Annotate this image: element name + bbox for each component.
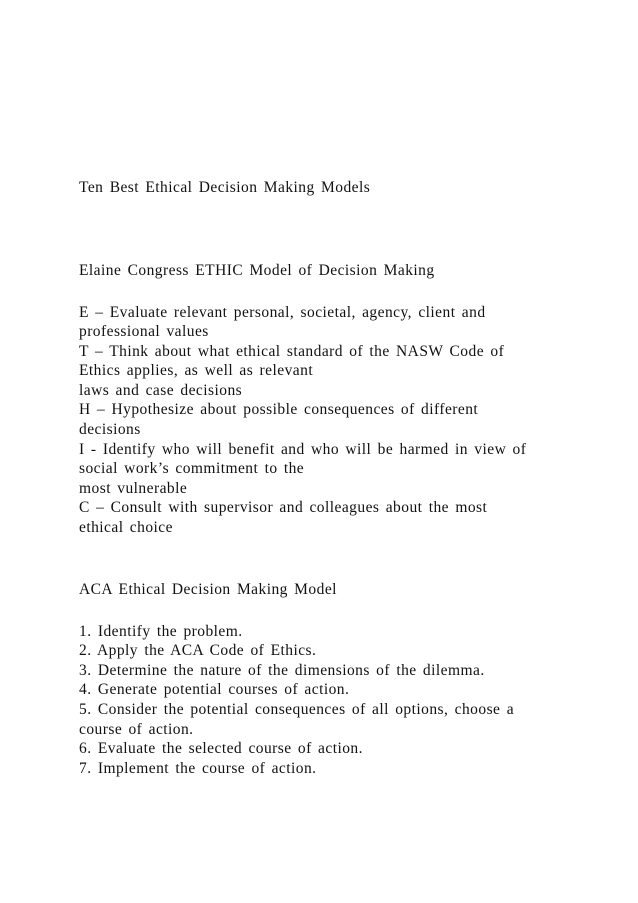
ethic-line: ethical choice (79, 519, 173, 536)
ethic-line: social work’s commitment to the (79, 460, 305, 477)
aca-step: 5. Consider the potential consequences of all options, choose a (79, 701, 515, 718)
ethic-line: E – Evaluate relevant personal, societal, agency, client and (79, 304, 486, 321)
aca-step: 2. Apply the ACA Code of Ethics. (79, 642, 317, 659)
document-title: Ten Best Ethical Decision Making Models (79, 179, 371, 196)
ethic-line: most vulnerable (79, 480, 188, 497)
section-heading-aca: ACA Ethical Decision Making Model (79, 581, 337, 598)
aca-step: 6. Evaluate the selected course of action. (79, 740, 363, 757)
ethic-line: H – Hypothesize about possible consequences of different (79, 401, 479, 418)
ethic-line: Ethics applies, as well as relevant (79, 362, 314, 379)
ethic-line: T – Think about what ethical standard of the NASW Code of (79, 343, 505, 360)
aca-step: 1. Identify the problem. (79, 623, 243, 640)
ethic-line: C – Consult with supervisor and colleagues about the most (79, 499, 488, 516)
ethic-line: laws and case decisions (79, 382, 243, 399)
ethic-line: I - Identify who will benefit and who will be harmed in view of (79, 441, 527, 458)
ethic-line: decisions (79, 421, 141, 438)
aca-step: 7. Implement the course of action. (79, 760, 317, 777)
ethic-line: professional values (79, 323, 209, 340)
aca-step: 3. Determine the nature of the dimensions of the dilemma. (79, 662, 485, 679)
section-heading-ethic: Elaine Congress ETHIC Model of Decision Making (79, 262, 435, 279)
aca-step: course of action. (79, 721, 194, 738)
aca-step: 4. Generate potential courses of action. (79, 681, 350, 698)
